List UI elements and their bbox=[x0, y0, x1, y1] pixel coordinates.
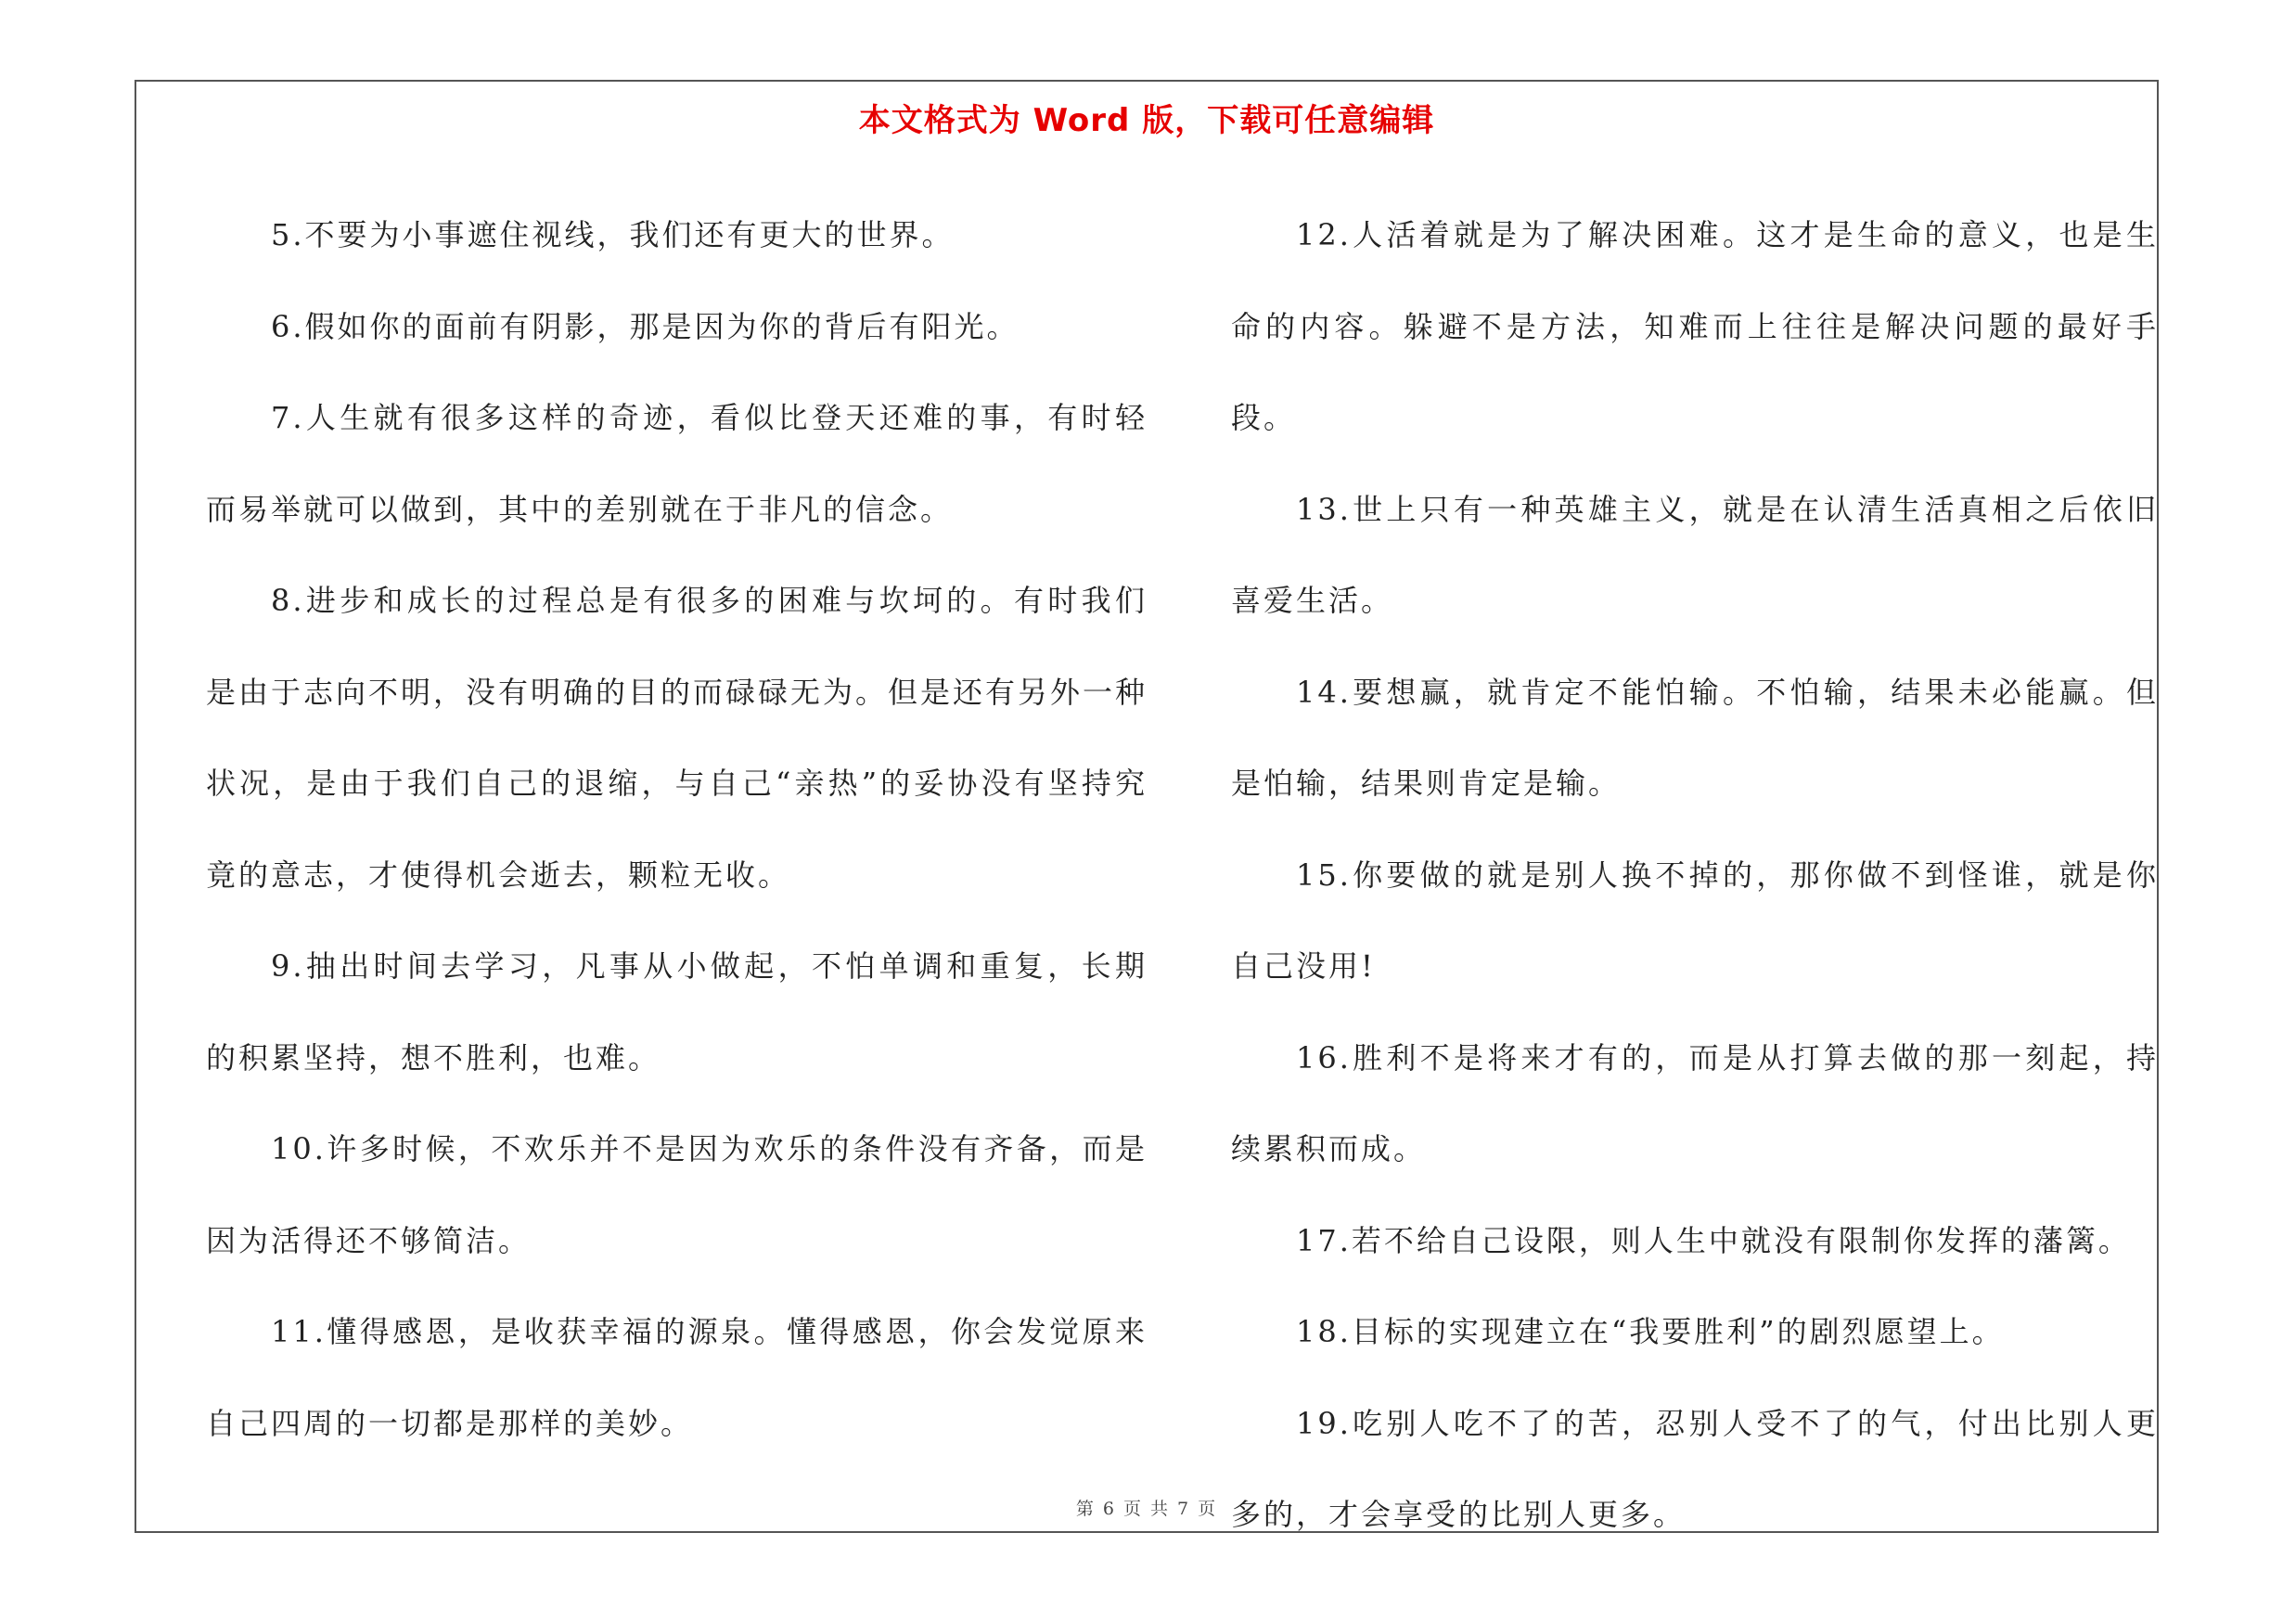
quote-paragraph: 19.吃别人吃不了的苦，忍别人受不了的气，付出比别人更多的，才会享受的比别人更多。 bbox=[1231, 1405, 2159, 1532]
quote-paragraph: 17.若不给自己设限，则人生中就没有限制你发挥的藩篱。 bbox=[1296, 1222, 2131, 1258]
word-format-banner: 本文格式为 Word 版，下载可任意编辑 bbox=[858, 102, 1435, 139]
quote-paragraph: 13.世上只有一种英雄主义，就是在认清生活真相之后依旧喜爱生活。 bbox=[1231, 491, 2159, 618]
quote-paragraph: 14.要想赢，就肯定不能怕输。不怕输，结果未必能赢。但是怕输，结果则肯定是输。 bbox=[1231, 674, 2159, 801]
quote-paragraph: 10.许多时候，不欢乐并不是因为欢乐的条件没有齐备，而是因为活得还不够简洁。 bbox=[206, 1131, 1148, 1258]
left-column bbox=[206, 189, 1148, 1469]
quote-paragraph: 16.胜利不是将来才有的，而是从打算去做的那一刻起，持续累积而成。 bbox=[1231, 1039, 2159, 1166]
quote-paragraph: 9.抽出时间去学习，凡事从小做起，不怕单调和重复，长期的积累坚持，想不胜利，也难。 bbox=[206, 948, 1148, 1076]
quote-paragraph: 11.懂得感恩，是收获幸福的源泉。懂得感恩，你会发觉原来自己四周的一切都是那样的美妙。 bbox=[206, 1314, 1148, 1441]
quote-paragraph: 5.不要为小事遮住视线，我们还有更大的世界。 bbox=[271, 217, 955, 252]
quote-paragraph: 18.目标的实现建立在“我要胜利”的剧烈愿望上。 bbox=[1296, 1314, 2005, 1349]
right-column bbox=[1231, 189, 2159, 1561]
quote-paragraph: 7.人生就有很多这样的奇迹，看似比登天还难的事，有时轻而易举就可以做到，其中的差别就在于非凡的信念。 bbox=[206, 400, 1148, 527]
page-frame bbox=[135, 80, 2159, 1533]
page-number-footer: 第 6 页 共 7 页 bbox=[1075, 1499, 1218, 1519]
quote-paragraph: 12.人活着就是为了解决困难。这才是生命的意义，也是生命的内容。躲避不是方法，知难而上往往是解决问题的最好手段。 bbox=[1231, 217, 2159, 435]
quote-paragraph: 6.假如你的面前有阴影，那是因为你的背后有阳光。 bbox=[271, 308, 1020, 344]
quote-paragraph: 15.你要做的就是别人换不掉的，那你做不到怪谁，就是你自己没用! bbox=[1231, 857, 2159, 984]
quote-paragraph: 8.进步和成长的过程总是有很多的困难与坎坷的。有时我们是由于志向不明，没有明确的目的而碌碌无为。但是还有另外一种状况，是由于我们自己的退缩，与自己“亲热”的妥协没有坚持究竟的意志，才使得机会逝去，颗粒无收。 bbox=[206, 583, 1148, 893]
